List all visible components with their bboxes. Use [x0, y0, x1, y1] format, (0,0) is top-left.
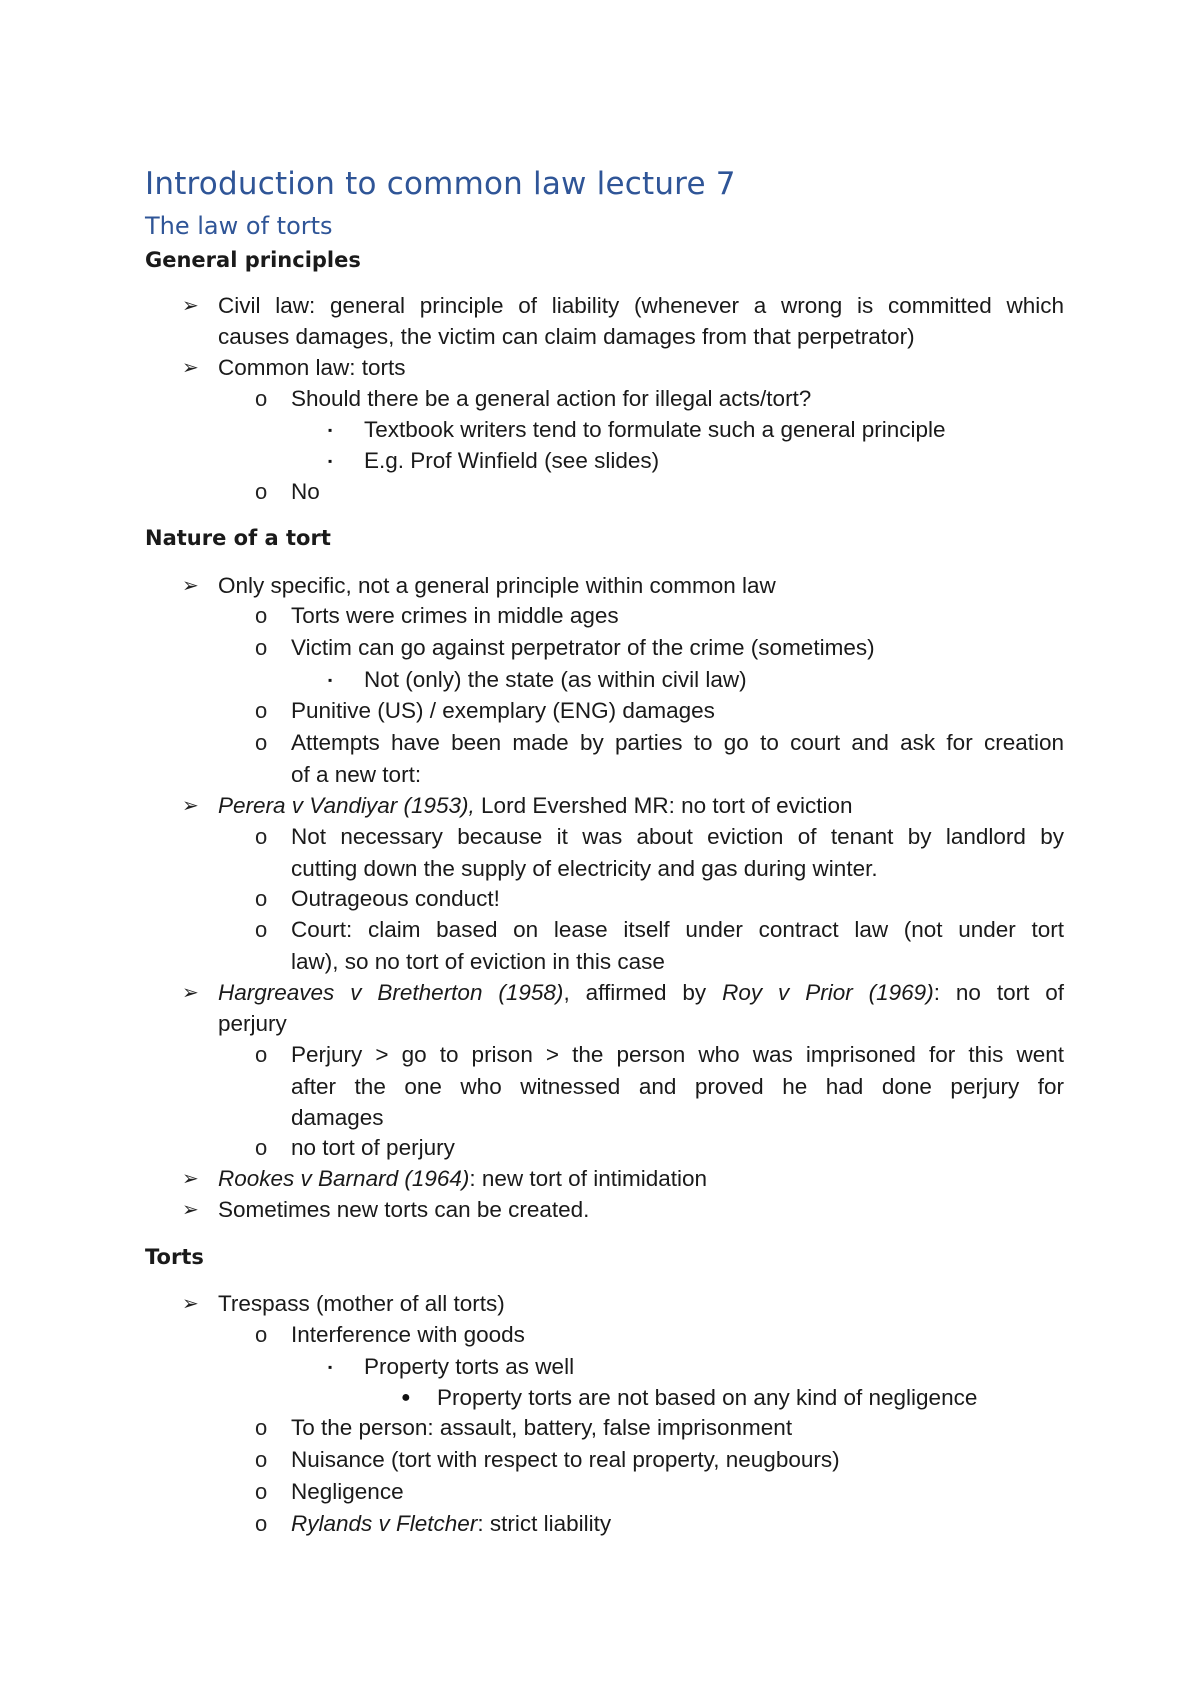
- list-item-crimes: Torts were crimes in middle ages: [291, 603, 619, 628]
- hargreaves-connector: , affirmed by: [563, 980, 723, 1005]
- list-item-hargreaves-cont: perjury: [218, 1011, 287, 1036]
- list-item-victim: Victim can go against perpetrator of the crime (sometimes): [291, 635, 875, 660]
- circle-bullet-icon: o: [255, 1042, 268, 1067]
- list-item-not-only-state: Not (only) the state (as within civil law): [364, 667, 747, 692]
- case-name-hargreaves: Hargreaves v Bretherton (1958): [218, 980, 564, 1005]
- list-item-perjury-cont: after the one who witnessed and proved he had done perjury for: [291, 1074, 1064, 1099]
- circle-bullet-icon: o: [255, 1479, 268, 1504]
- list-item-trespass: Trespass (mother of all torts): [218, 1291, 505, 1316]
- list-item-no-tort-perjury: no tort of perjury: [291, 1135, 455, 1160]
- arrow-bullet-icon: ➢: [182, 982, 199, 1004]
- list-item-punitive: Punitive (US) / exemplary (ENG) damages: [291, 698, 715, 723]
- arrow-bullet-icon: ➢: [182, 1168, 199, 1190]
- list-item-outrageous: Outrageous conduct!: [291, 886, 500, 911]
- arrow-bullet-icon: ➢: [182, 295, 199, 317]
- list-item-court: Court: claim based on lease itself under contract law (not under tort: [291, 917, 1064, 942]
- list-item-perjury: Perjury > go to prison > the person who was imprisoned for this went: [291, 1042, 1064, 1067]
- list-item-not-necessary: Not necessary because it was about eviction of tenant by landlord by: [291, 824, 1064, 849]
- list-item-should: Should there be a general action for illegal acts/tort?: [291, 386, 812, 411]
- circle-bullet-icon: o: [255, 479, 268, 504]
- arrow-bullet-icon: ➢: [182, 1293, 199, 1315]
- arrow-bullet-icon: ➢: [182, 1199, 199, 1221]
- list-item-rookes: [218, 1165, 707, 1193]
- circle-bullet-icon: o: [255, 1135, 268, 1160]
- list-item-textbook: Textbook writers tend to formulate such a general principle: [364, 417, 946, 442]
- document-subtitle: The law of torts: [145, 212, 333, 240]
- list-item-court-cont: law), so no tort of eviction in this case: [291, 949, 665, 974]
- case-name-rylands: Rylands v Fletcher: [291, 1511, 478, 1536]
- hargreaves-conclusion: : no tort of: [933, 980, 1065, 1005]
- circle-bullet-icon: o: [255, 730, 268, 755]
- circle-bullet-icon: o: [255, 1415, 268, 1440]
- perera-description: Lord Evershed MR: no tort of eviction: [474, 793, 853, 818]
- arrow-bullet-icon: ➢: [182, 357, 199, 379]
- list-item-person: To the person: assault, battery, false imprisonment: [291, 1415, 793, 1440]
- list-item-only-specific: Only specific, not a general principle within common law: [218, 573, 776, 598]
- rylands-description: : strict liability: [477, 1511, 612, 1536]
- list-item-not-necessary-cont: cutting down the supply of electricity and gas during winter.: [291, 856, 878, 881]
- list-item-nuisance: Nuisance (tort with respect to real property, neugbours): [291, 1447, 840, 1472]
- document-title: Introduction to common law lecture 7: [145, 166, 736, 202]
- list-item-common-law: Common law: torts: [218, 355, 406, 380]
- square-bullet-icon: ▪: [328, 423, 333, 437]
- list-item-rylands: [291, 1510, 611, 1538]
- list-item-sometimes: Sometimes new torts can be created.: [218, 1197, 590, 1222]
- circle-bullet-icon: o: [255, 603, 268, 628]
- list-item-winfield: E.g. Prof Winfield (see slides): [364, 448, 660, 473]
- square-bullet-icon: ▪: [328, 1360, 333, 1374]
- circle-bullet-icon: o: [255, 386, 268, 411]
- list-item-perjury-cont2: damages: [291, 1105, 384, 1130]
- circle-bullet-icon: o: [255, 1511, 268, 1536]
- section-heading-general-principles: General principles: [145, 248, 361, 272]
- list-item-hargreaves: [218, 979, 1064, 1007]
- case-name-perera: Perera v Vandiyar (1953),: [218, 793, 475, 818]
- circle-bullet-icon: o: [255, 886, 268, 911]
- arrow-bullet-icon: ➢: [182, 795, 199, 817]
- list-item-no: No: [291, 479, 320, 504]
- dot-bullet-icon: ●: [401, 1389, 411, 1406]
- square-bullet-icon: ▪: [328, 454, 333, 468]
- section-heading-nature: Nature of a tort: [145, 526, 331, 550]
- circle-bullet-icon: o: [255, 917, 268, 942]
- circle-bullet-icon: o: [255, 1447, 268, 1472]
- arrow-bullet-icon: ➢: [182, 575, 199, 597]
- list-item-attempts: Attempts have been made by parties to go to court and ask for creation: [291, 730, 1064, 755]
- circle-bullet-icon: o: [255, 824, 268, 849]
- list-item-negligence: Negligence: [291, 1479, 404, 1504]
- list-item-civil-law-cont: causes damages, the victim can claim damages from that perpetrator): [218, 324, 915, 349]
- case-name-rookes: Rookes v Barnard (1964): [218, 1166, 470, 1191]
- list-item-goods: Interference with goods: [291, 1322, 525, 1347]
- section-heading-torts: Torts: [145, 1245, 204, 1269]
- circle-bullet-icon: o: [255, 635, 268, 660]
- circle-bullet-icon: o: [255, 1322, 268, 1347]
- case-name-roy: Roy v Prior (1969): [722, 980, 934, 1005]
- list-item-civil-law: Civil law: general principle of liability (whenever a wrong is committed which: [218, 293, 1064, 318]
- circle-bullet-icon: o: [255, 698, 268, 723]
- list-item-property-negligence: Property torts are not based on any kind of negligence: [437, 1385, 978, 1410]
- square-bullet-icon: ▪: [328, 673, 333, 687]
- list-item-property: Property torts as well: [364, 1354, 575, 1379]
- list-item-attempts-cont: of a new tort:: [291, 762, 422, 787]
- rookes-description: : new tort of intimidation: [469, 1166, 708, 1191]
- list-item-perera: [218, 792, 852, 820]
